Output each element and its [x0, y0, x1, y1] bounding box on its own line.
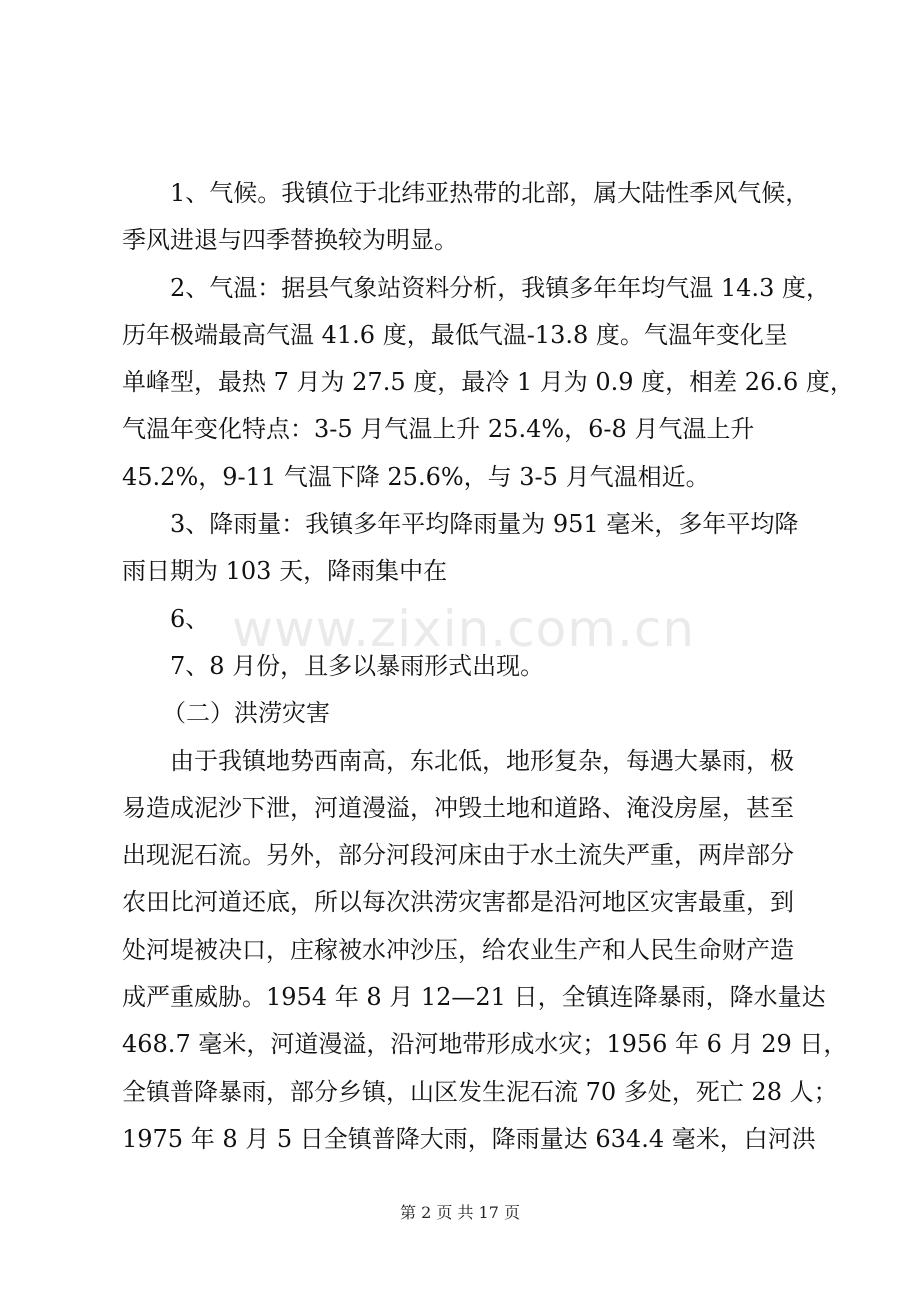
paragraph-fragment-6: 6、: [170, 604, 210, 633]
paragraph-flood-line-3: 出现泥石流。另外，部分河段河床由于水土流失严重，两岸部分: [122, 841, 794, 870]
paragraph-flood-line-9: 1975 年 8 月 5 日全镇普降大雨，降雨量达 634.4 毫米，白河洪: [122, 1124, 816, 1153]
section-heading-flood: （二）洪涝灾害: [162, 699, 330, 728]
paragraph-flood-line-7: 468.7 毫米，河道漫溢，沿河地带形成水灾；1956 年 6 月 29 日，: [122, 1030, 848, 1059]
page-footer: 第 2 页 共 17 页: [400, 1203, 520, 1222]
paragraph-rainfall-line-1: 3、降雨量：我镇多年平均降雨量为 951 毫米，多年平均降: [170, 510, 799, 539]
paragraph-climate-line-1: 1、气候。我镇位于北纬亚热带的北部，属大陆性季风气候，: [170, 179, 810, 207]
paragraph-temperature-line-3: 单峰型，最热 7 月为 27.5 度，最冷 1 月为 0.9 度，相差 26.6 度，: [122, 368, 854, 397]
paragraph-temperature-line-4: 气温年变化特点：3-5 月气温上升 25.4%，6-8 月气温上升: [122, 415, 755, 444]
paragraph-flood-line-1: 由于我镇地势西南高，东北低，地形复杂，每遇大暴雨，极: [170, 746, 794, 775]
paragraph-temperature-line-1: 2、气温：据县气象站资料分析，我镇多年年均气温 14.3 度，: [170, 273, 830, 302]
paragraph-temperature-line-2: 历年极端最高气温 41.6 度，最低气温-13.8 度。气温年变化呈: [122, 320, 788, 349]
paragraph-temperature-line-5: 45.2%，9-11 气温下降 25.6%，与 3-5 月气温相近。: [122, 462, 710, 491]
paragraph-flood-line-4: 农田比河道还底，所以每次洪涝灾害都是沿河地区灾害最重，到: [122, 888, 794, 917]
paragraph-rainfall-line-2: 雨日期为 103 天，降雨集中在: [122, 557, 448, 586]
paragraph-flood-line-6: 成严重威胁。1954 年 8 月 12—21 日，全镇连降暴雨，降水量达: [122, 983, 826, 1012]
paragraph-flood-line-5: 处河堤被决口，庄稼被水冲沙压，给农业生产和人民生命财产造: [122, 935, 794, 964]
paragraph-flood-line-8: 全镇普降暴雨，部分乡镇，山区发生泥石流 70 多处，死亡 28 人；: [122, 1077, 838, 1106]
paragraph-climate-line-2: 季风进退与四季替换较为明显。: [122, 226, 458, 255]
paragraph-flood-line-2: 易造成泥沙下泄，河道漫溢，冲毁土地和道路、淹没房屋，甚至: [122, 793, 794, 822]
body-text: [122, 170, 854, 1163]
watermark: www.zixin.com.cn: [232, 600, 696, 658]
paragraph-fragment-7-8: 7、8 月份，且多以暴雨形式出现。: [170, 651, 545, 680]
